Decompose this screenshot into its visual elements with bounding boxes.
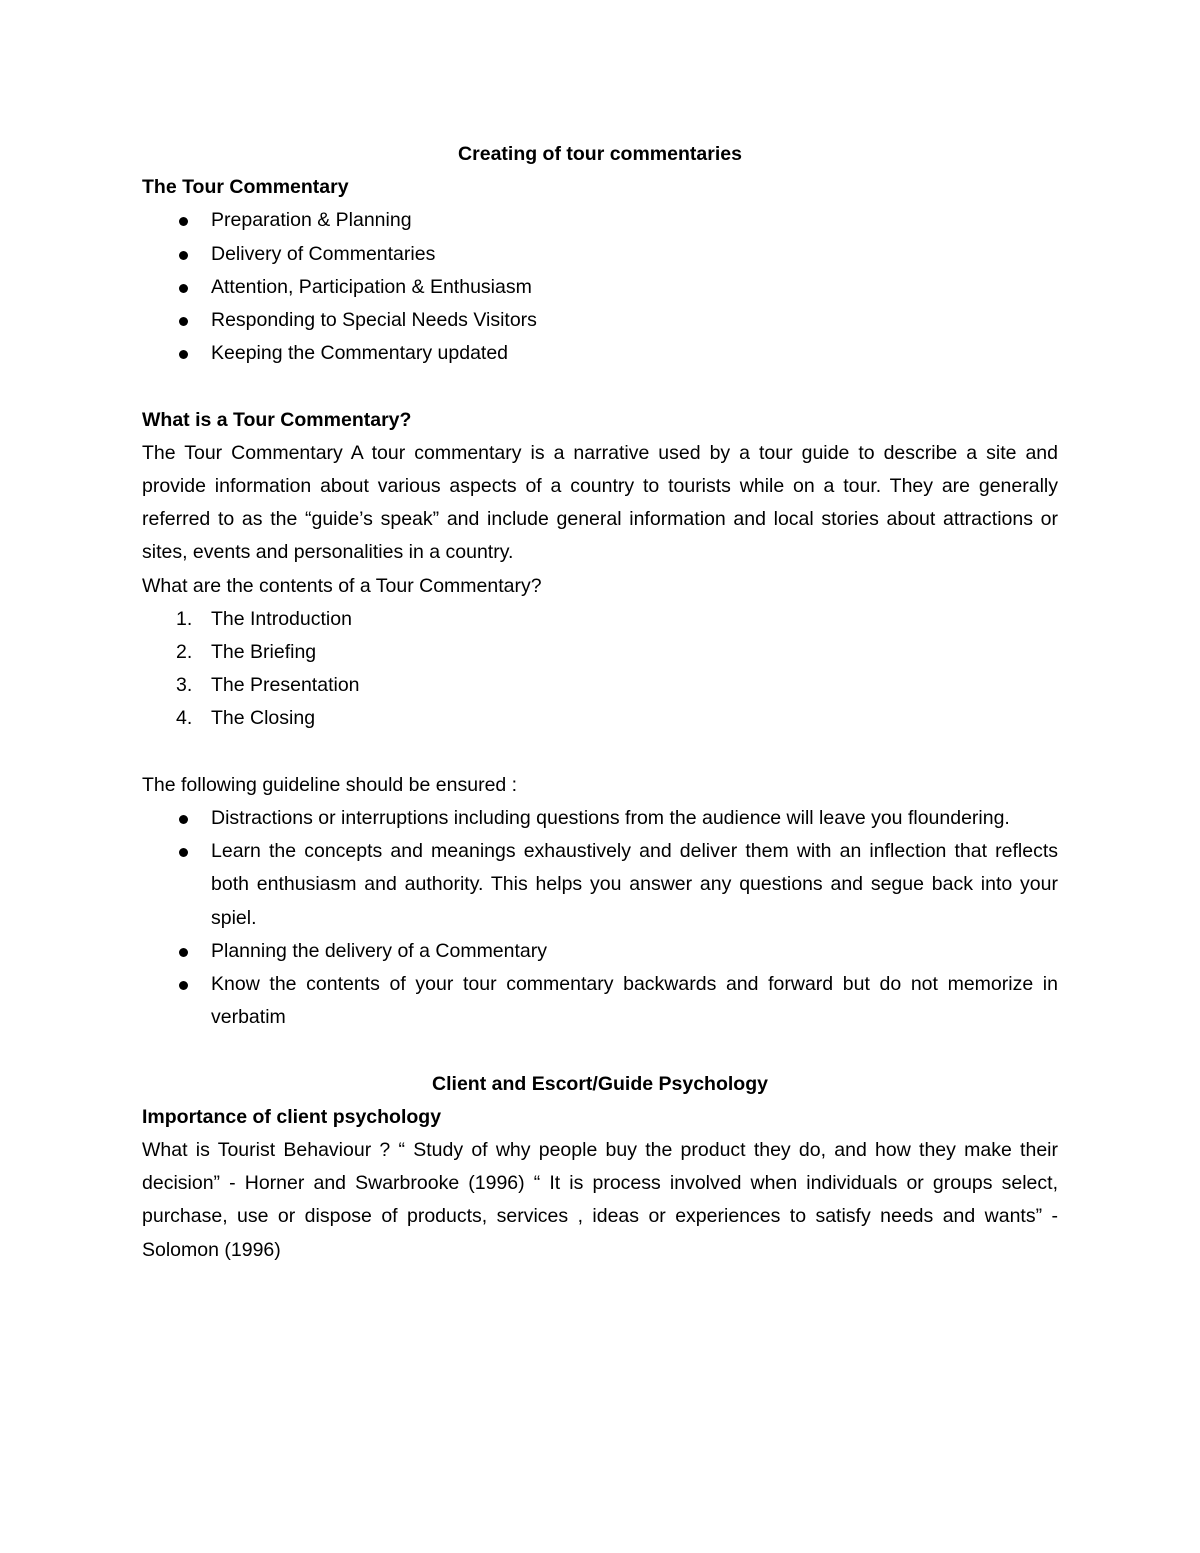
list-item [142, 304, 1058, 337]
list-item [142, 271, 1058, 304]
list-item-text: Distractions or interruptions including questions from the audience will leave you floundering. [211, 807, 1010, 830]
bullet-icon [179, 284, 188, 293]
bullet-icon [179, 815, 188, 824]
list-item [142, 636, 1058, 669]
question-heading: What is a Tour Commentary? [142, 408, 412, 431]
bullet-icon [179, 948, 188, 957]
list-item-text: Know the contents of your tour commentary backwards and forward but do not memorize in verbatim [211, 973, 1058, 1029]
list-item [142, 204, 1058, 237]
list-item-text: The Introduction [211, 607, 352, 630]
list-item-text: Planning the delivery of a Commentary [211, 939, 548, 962]
list-item-text: Preparation & Planning [211, 209, 412, 232]
document-title: Creating of tour commentaries [458, 143, 742, 165]
list-item [142, 935, 1058, 968]
list-number: 1. [176, 607, 193, 630]
bullet-icon [179, 317, 188, 326]
list-number: 4. [176, 707, 193, 730]
section-heading-client-psychology: Importance of client psychology [142, 1105, 442, 1128]
guideline-bullet-list [142, 802, 1058, 1034]
list-item-text: Delivery of Commentaries [211, 242, 436, 265]
list-number: 3. [176, 674, 193, 697]
list-item-text: The Briefing [211, 641, 317, 664]
list-item [142, 968, 1058, 1034]
section-heading-tour-commentary: The Tour Commentary [142, 176, 349, 199]
list-item-text: The Closing [211, 707, 316, 730]
list-item [142, 603, 1058, 636]
bullet-icon [179, 981, 188, 990]
list-item-text: Attention, Participation & Enthusiasm [211, 275, 532, 298]
bullet-icon [179, 217, 188, 226]
tour-commentary-bullet-list [142, 204, 1058, 370]
list-item [142, 702, 1058, 735]
bullet-icon [179, 848, 188, 857]
list-item [142, 669, 1058, 702]
list-item-text: Responding to Special Needs Visitors [211, 309, 537, 332]
list-item [142, 802, 1058, 835]
tourist-behaviour-paragraph: What is Tourist Behaviour ? “ Study of why people buy the product they do, and how they make their decision” - Horner and Swarbrooke (1996) “ It is process involved when individuals or groups select, purchase, use or dispose of products, services , ideas or experiences to satisfy needs and wants” - Solomon (1996) [142, 1139, 1058, 1261]
list-number: 2. [176, 641, 193, 664]
contents-numbered-list [142, 603, 1058, 736]
spacer [142, 736, 1058, 769]
guideline-intro: The following guideline should be ensured : [142, 773, 518, 796]
bullet-icon [179, 350, 188, 359]
list-item-text: The Presentation [211, 674, 360, 697]
list-item-text: Keeping the Commentary updated [211, 342, 509, 365]
section-title-psychology: Client and Escort/Guide Psychology [432, 1072, 768, 1095]
spacer [142, 370, 1058, 403]
definition-paragraph: The Tour Commentary A tour commentary is a narrative used by a tour guide to describe a site and provide information about various aspects of a country to tourists while on a tour. They are generally referred to as the “guide’s speak” and include general information and local stories about attractions or sites, events and personalities in a country. [142, 441, 1058, 564]
list-item [142, 835, 1058, 935]
bullet-icon [179, 251, 188, 260]
document-page [142, 138, 1058, 1267]
contents-question: What are the contents of a Tour Commentary? [142, 574, 542, 597]
spacer [142, 1034, 1058, 1067]
list-item [142, 337, 1058, 370]
list-item-text: Learn the concepts and meanings exhaustively and deliver them with an inflection that reflects both enthusiasm and authority. This helps you answer any questions and segue back into your spiel. [211, 840, 1058, 929]
list-item [142, 238, 1058, 271]
